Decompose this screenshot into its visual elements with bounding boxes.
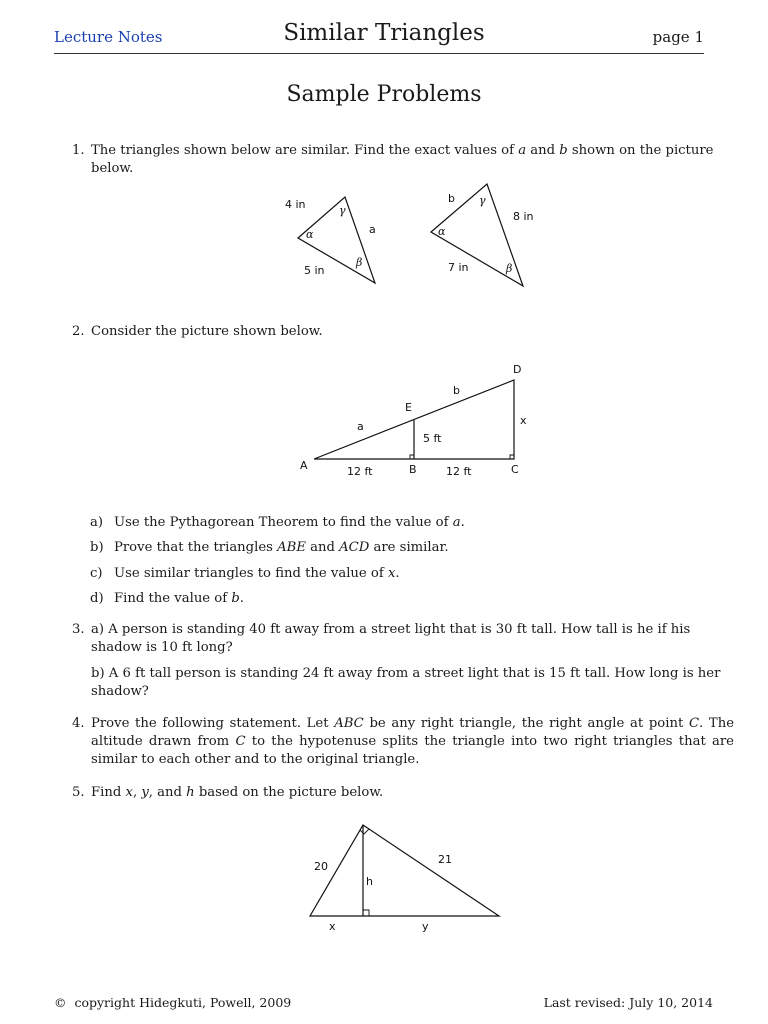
figure-1-similar-triangles	[298, 184, 523, 286]
footer-copyright: © copyright Hidegkuti, Powell, 2009	[54, 995, 292, 1010]
fig1-left-beta: β	[356, 256, 363, 269]
section-title: Sample Problems	[286, 82, 482, 107]
problem-number: 5.	[72, 785, 85, 800]
fig2-label-be: 5 ft	[423, 432, 442, 445]
fig2-label-E: E	[405, 401, 412, 414]
triangle-outer	[310, 825, 499, 916]
header-lecture-notes: Lecture Notes	[54, 28, 163, 46]
right-angle-foot	[363, 910, 369, 916]
problem-text: Prove the following statement. Let ABC be any right triangle, the right angle at point C. The altitude drawn from C to the hypotenuse splits the triangle into two right triangles that are similar to each other and to the original triangle.	[91, 716, 734, 767]
fig1-right-side-top: b	[448, 192, 455, 205]
fig3-label-20: 20	[314, 860, 328, 873]
fig1-left-alpha: α	[306, 228, 314, 241]
fig3-label-y: y	[422, 920, 429, 933]
fig3-label-x: x	[329, 920, 336, 933]
fig1-left-side-right: a	[369, 223, 376, 236]
fig1-left-side-top: 4 in	[285, 198, 306, 211]
fig2-label-a: a	[357, 420, 364, 433]
fig2-label-b: b	[453, 384, 460, 397]
fig2-label-ab: 12 ft	[347, 465, 373, 478]
problem-3a-text: a) A person is standing 40 ft away from a street light that is 30 ft tall. How tall is he if his shadow is 10 ft long?	[91, 622, 691, 655]
fig2-label-x: x	[520, 414, 527, 427]
fig1-right-side-right: 8 in	[513, 210, 534, 223]
fig2-label-D: D	[513, 363, 522, 376]
problem-2d: d) Find the value of b.	[90, 591, 244, 606]
problem-number: 1.	[72, 143, 85, 158]
copyright-icon: ©	[54, 995, 67, 1010]
fig2-label-C: C	[511, 463, 519, 476]
problem-3b-text: b) A 6 ft tall person is standing 24 ft away from a street light that is 15 ft tall. How long is her shadow?	[91, 666, 721, 699]
fig1-right-side-bottom: 7 in	[448, 261, 469, 274]
fig1-right-gamma: γ	[479, 194, 486, 207]
fig3-label-h: h	[366, 875, 373, 888]
fig1-right-alpha: α	[438, 225, 446, 238]
fig1-right-beta: β	[506, 262, 513, 275]
page-number: page 1	[652, 28, 704, 46]
problem-2c: c) Use similar triangles to find the value of x.	[90, 566, 400, 581]
figure-2-nested-triangles	[314, 380, 514, 459]
problem-2b: b) Prove that the triangles ABE and ACD are similar.	[90, 540, 449, 555]
problem-text: Consider the picture shown below.	[91, 324, 323, 339]
fig3-label-21: 21	[438, 853, 452, 866]
fig1-left-gamma: γ	[339, 204, 346, 217]
figure-3-altitude-triangle	[310, 825, 499, 916]
problem-number: 3.	[72, 622, 85, 637]
problem-number: 2.	[72, 324, 85, 339]
problem-2a: a) Use the Pythagorean Theorem to find the value of a.	[90, 515, 465, 530]
page-title: Similar Triangles	[283, 20, 485, 46]
fig1-left-side-bottom: 5 in	[304, 264, 325, 277]
fig2-label-B: B	[409, 463, 417, 476]
fig2-label-bc: 12 ft	[446, 465, 472, 478]
problem-text: Find x, y, and h based on the picture below.	[91, 785, 384, 800]
footer-last-revised: Last revised: July 10, 2014	[543, 995, 713, 1010]
right-angle-top	[360, 829, 369, 834]
problem-text: The triangles shown below are similar. Find the exact values of a and b shown on the picture below.	[91, 143, 714, 176]
fig2-label-A: A	[300, 459, 308, 472]
problem-number: 4.	[72, 716, 85, 731]
